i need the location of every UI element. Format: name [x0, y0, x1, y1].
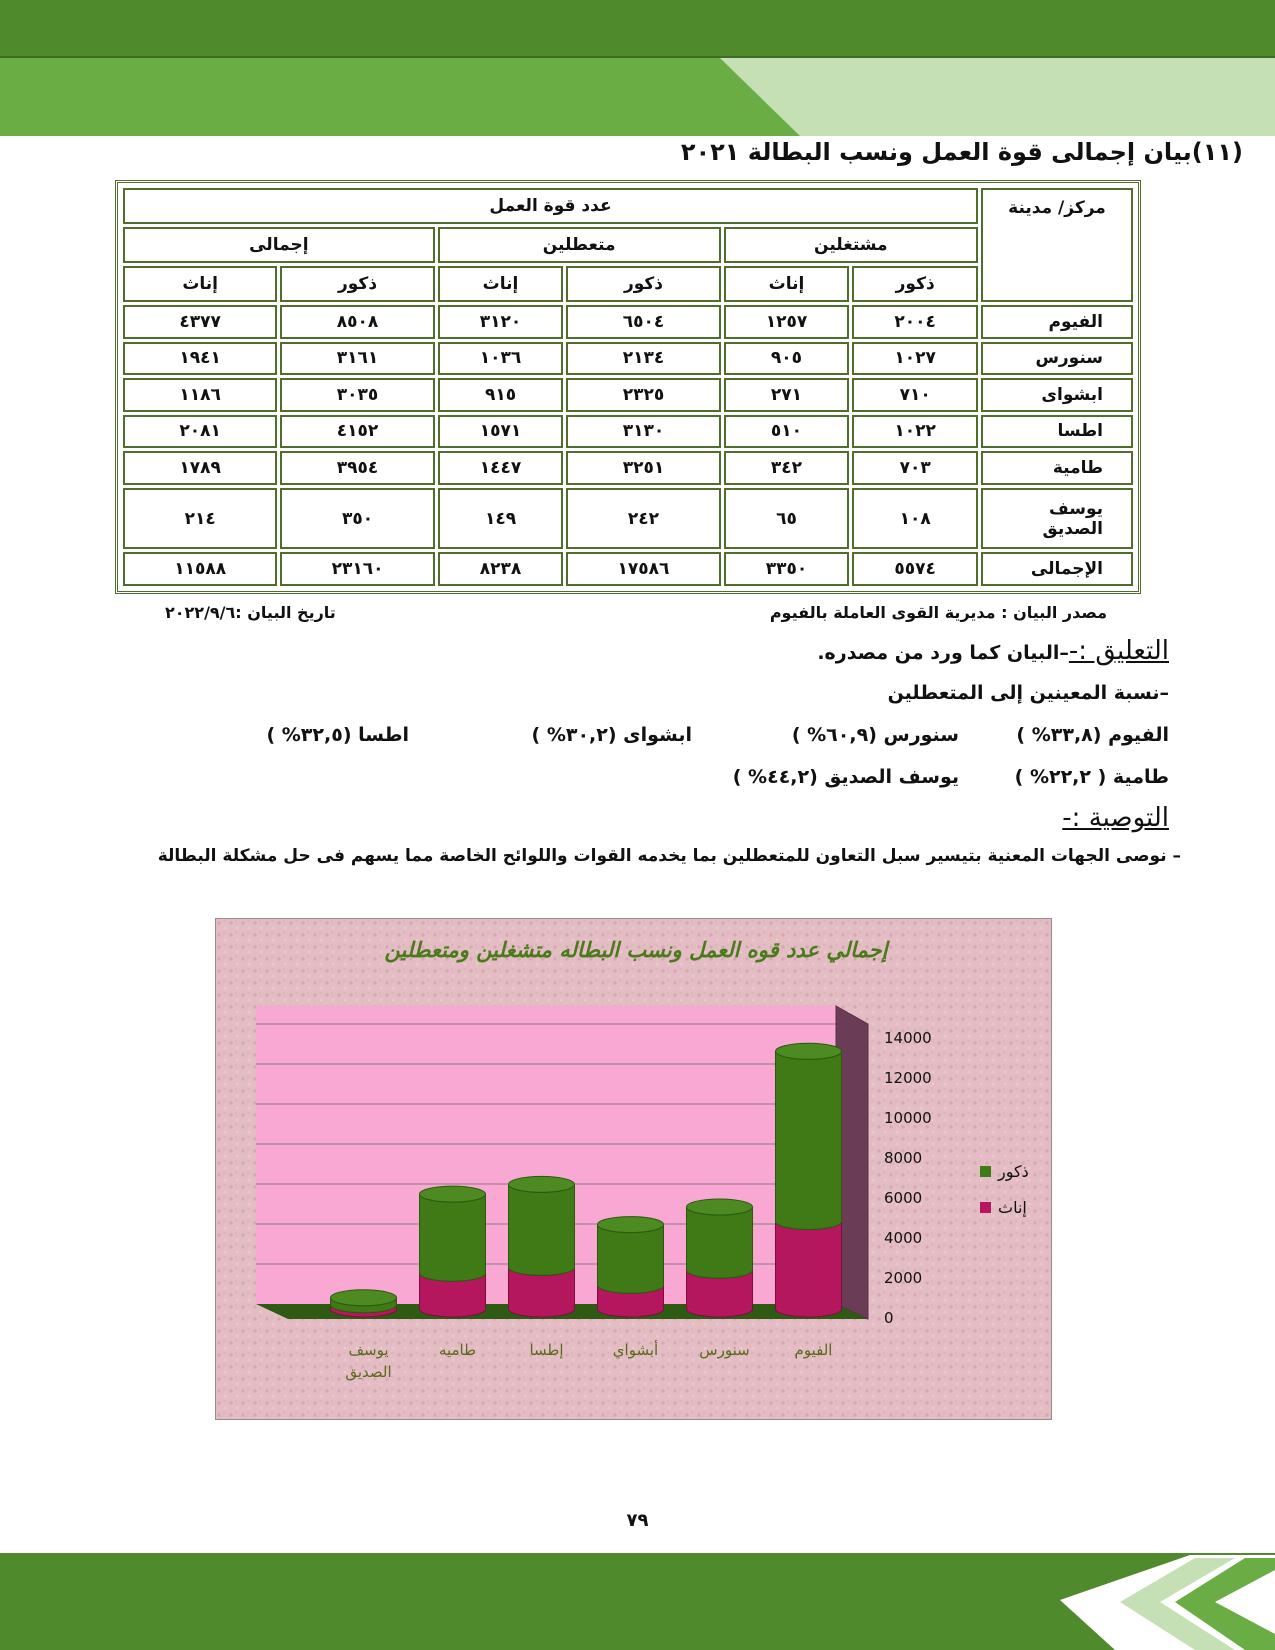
table-cell: ٣٣٥٠	[724, 552, 850, 586]
y-tick-label: 2000	[884, 1269, 923, 1287]
table-cell: ١١٥٨٨	[123, 552, 277, 586]
y-tick-label: 14000	[884, 1029, 932, 1047]
recommendation-text: – نوصى الجهات المعنية بتيسير سبل التعاون للمتعطلين بما يخدمه القوات واللوائح الخاصة مما يسهم فى حل مشكلة البطالة	[157, 846, 1181, 866]
comment-line	[817, 636, 1169, 666]
city-cell: طامية	[981, 451, 1133, 485]
table-cell: ٨٢٣٨	[438, 552, 564, 586]
table-row	[123, 415, 1133, 449]
city-cell: اطسا	[981, 415, 1133, 449]
table-cell: ١٧٨٩	[123, 451, 277, 485]
table-cell: ١٠٢٢	[852, 415, 978, 449]
page-title: (١١)بيان إجمالى قوة العمل ونسب البطالة ٢٠٢١	[680, 138, 1243, 166]
chevron-left-icon-2	[1175, 1558, 1275, 1650]
table-cell: ٢٣٢٥	[566, 378, 720, 412]
ratio-itsa: اطسا (٣٢,٥% )	[266, 724, 409, 746]
city-cell: الإجمالى	[981, 552, 1133, 586]
ratio-sinnuris: سنورس (٦٠,٩% )	[791, 724, 959, 746]
table-cell: ٢٣١٦٠	[280, 552, 434, 586]
legend-swatch	[980, 1166, 991, 1177]
chart-title: إجمالي عدد قوه العمل ونسب البطاله متشغلين ومتعطلين	[384, 938, 888, 962]
comment-text: –البيان كما ورد من مصدره.	[817, 642, 1069, 664]
legend-label: ذكور	[998, 1162, 1029, 1181]
legend-label: إناث	[998, 1198, 1027, 1217]
city-cell: سنورس	[981, 342, 1133, 376]
table-cell: ١٧٥٨٦	[566, 552, 720, 586]
table-row	[123, 451, 1133, 485]
recommendation-heading	[1062, 803, 1169, 833]
bar-male	[776, 1051, 842, 1229]
bar-top-cap	[331, 1290, 397, 1306]
y-tick-label: 12000	[884, 1069, 932, 1087]
city-cell: الفيوم	[981, 305, 1133, 339]
table-cell: ١٢٥٧	[724, 305, 850, 339]
table-cell: ٣٢٥١	[566, 451, 720, 485]
table-cell: ٢١٤	[123, 488, 277, 550]
table-cell: ٥١٠	[724, 415, 850, 449]
table-cell: ١٠٨	[852, 488, 978, 550]
bar-male	[598, 1225, 664, 1294]
stacked-bar-chart	[215, 918, 1052, 1420]
table-cell: ١٥٧١	[438, 415, 564, 449]
gender-male: ذكور	[566, 266, 720, 302]
table-cell: ٥٥٧٤	[852, 552, 978, 586]
x-tick-label: طاميه	[438, 1341, 477, 1359]
x-tick-label: الفيوم	[794, 1341, 833, 1359]
table-cell: ٢٠٠٤	[852, 305, 978, 339]
table-cell: ١٠٣٦	[438, 342, 564, 376]
table-cell: ٢٠٨١	[123, 415, 277, 449]
table-cell: ٣٥٠	[280, 488, 434, 550]
y-tick-label: 8000	[884, 1149, 923, 1167]
table-cell: ٩١٥	[438, 378, 564, 412]
city-cell: يوسف الصديق	[981, 488, 1133, 550]
table-cell: ٣٠٣٥	[280, 378, 434, 412]
x-tick-label: الصديق	[345, 1363, 392, 1381]
table-cell: ١٤٩	[438, 488, 564, 550]
bar-top-cap	[420, 1186, 486, 1202]
labor-force-table	[115, 180, 1141, 594]
gender-female: إناث	[123, 266, 277, 302]
recommendation-heading-text: التوصية :-	[1062, 803, 1169, 833]
gender-male: ذكور	[280, 266, 434, 302]
table-cell: ٦٥٠٤	[566, 305, 720, 339]
header-banner	[0, 0, 1275, 140]
corner-header: مركز/ مدينة	[981, 188, 1133, 302]
chevron-left-icon	[1120, 1558, 1235, 1650]
table-cell: ٨٥٠٨	[280, 305, 434, 339]
table-cell: ١٤٤٧	[438, 451, 564, 485]
table-row	[123, 305, 1133, 339]
table-row	[123, 488, 1133, 550]
gender-female: إناث	[724, 266, 850, 302]
bar-top-cap	[776, 1043, 842, 1059]
table-row-total	[123, 552, 1133, 586]
table-cell: ٣١٣٠	[566, 415, 720, 449]
city-cell: ابشواى	[981, 378, 1133, 412]
chart-svg	[216, 919, 1051, 1419]
ratio-tamiya: طامية ( ٢٢,٢% )	[1014, 766, 1169, 788]
x-tick-label: أبشواي	[612, 1341, 659, 1359]
x-tick-label: سنورس	[699, 1341, 750, 1359]
subgroup-employed: مشتغلين	[724, 227, 978, 263]
y-tick-label: 6000	[884, 1189, 923, 1207]
y-tick-label: 4000	[884, 1229, 923, 1247]
table-cell: ١٩٤١	[123, 342, 277, 376]
group-header: عدد قوة العمل	[123, 188, 978, 224]
date-note: تاريخ البيان :٢٠٢٢/٩/٦	[165, 603, 336, 622]
ratio-heading: –نسبة المعينين إلى المتعطلين	[887, 682, 1169, 704]
x-tick-label: يوسف	[348, 1341, 389, 1359]
legend-swatch	[980, 1202, 991, 1213]
table-cell: ٢١٣٤	[566, 342, 720, 376]
table-cell: ٣٤٢	[724, 451, 850, 485]
table-cell: ٣٩٥٤	[280, 451, 434, 485]
page-number: ٧٩	[626, 1510, 649, 1531]
gender-male: ذكور	[852, 266, 978, 302]
table-cell: ٧١٠	[852, 378, 978, 412]
table-cell: ٧٠٣	[852, 451, 978, 485]
ratio-ibshaway: ابشواى (٣٠,٢% )	[531, 724, 692, 746]
x-tick-label: إطسا	[529, 1341, 564, 1359]
source-note: مصدر البيان : مديرية القوى العاملة بالفيوم	[769, 603, 1107, 622]
y-tick-label: 0	[884, 1309, 894, 1327]
bar-top-cap	[598, 1217, 664, 1233]
bar-male	[420, 1194, 486, 1281]
table-cell: ١٠٢٧	[852, 342, 978, 376]
table-row	[123, 342, 1133, 376]
ratio-fayoum: الفيوم (٣٣,٨% )	[1016, 724, 1169, 746]
bar-female	[776, 1221, 842, 1317]
table-cell: ٣١٢٠	[438, 305, 564, 339]
table-cell: ٢٧١	[724, 378, 850, 412]
bar-male	[687, 1207, 753, 1278]
table-cell: ٤١٥٢	[280, 415, 434, 449]
table-cell: ٢٤٢	[566, 488, 720, 550]
table-cell: ٤٣٧٧	[123, 305, 277, 339]
table-cell: ١١٨٦	[123, 378, 277, 412]
table-cell: ٩٠٥	[724, 342, 850, 376]
comment-heading: التعليق :-	[1068, 636, 1169, 666]
gender-female: إناث	[438, 266, 564, 302]
bar-top-cap	[687, 1199, 753, 1215]
bar-top-cap	[509, 1176, 575, 1192]
bar-male	[509, 1184, 575, 1275]
table-cell: ٣١٦١	[280, 342, 434, 376]
table-cell: ٦٥	[724, 488, 850, 550]
y-tick-label: 10000	[884, 1109, 932, 1127]
subgroup-total: إجمالى	[123, 227, 435, 263]
table-row	[123, 378, 1133, 412]
ratio-yousef: يوسف الصديق (٤٤,٢% )	[732, 766, 959, 788]
subgroup-unemployed: متعطلين	[438, 227, 721, 263]
